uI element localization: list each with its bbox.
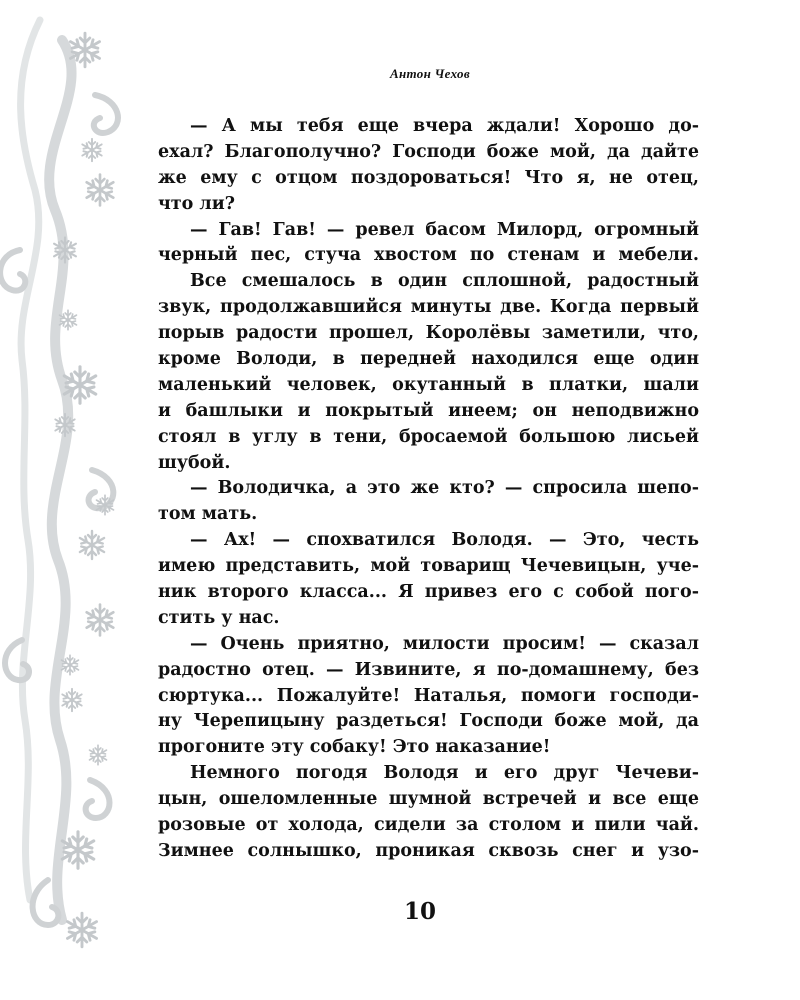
text-line: ник второго класса... Я привез его с собой пого- [158,582,699,603]
body-text [158,114,699,865]
text-line: — Гав! Гав! — ревел басом Милорд, огромный [190,219,699,240]
text-line: стить у нас. [158,607,280,628]
snowflake-border-ornament [0,0,150,1000]
text-line: радостно отец. — Извините, я по-домашнему, без [158,659,699,680]
text-line: — А мы тебя еще вчера ждали! Хорошо до- [190,116,699,136]
text-line: Все смешалось в один сплошной, радостный [190,271,699,292]
text-line: — Володичка, а это же кто? — спросила шепо- [190,478,699,499]
text-line: стоял в углу в тени, бросаемой большою лисьей [158,426,699,447]
text-line: ну Черепицыну раздеться! Господи боже мой, да [158,711,699,732]
text-line: маленький человек, окутанный в платки, шали [158,374,699,395]
text-line: розовые от холода, сидели за столом и пили чай. [158,815,699,836]
text-line: что ли? [158,193,235,214]
text-line: Немного погодя Володя и его друг Чечеви- [190,763,699,784]
text-line: ехал? Благополучно? Господи боже мой, да дайте [158,141,699,162]
page-number: 10 [403,898,436,925]
text-line: Зимнее солнышко, проникая сквозь снег и узо- [158,840,699,861]
text-line: сюртука... Пожалуйте! Наталья, помоги господи- [158,685,699,706]
text-line: — Очень приятно, милости просим! — сказал [190,633,699,654]
text-line: звук, продолжавшийся минуты две. Когда первый [158,297,699,318]
text-line: черный пес, стуча хвостом по стенам и мебели. [158,245,699,266]
text-line: порыв радости прошел, Королёвы заметили, что, [158,323,699,344]
text-line: том мать. [158,504,258,525]
text-line: и башлыки и покрытый инеем; он неподвижно [158,400,699,421]
text-line: шубой. [158,452,231,473]
text-line: — Ах! — спохватился Володя. — Это, честь [190,530,699,551]
text-line: прогоните эту собаку! Это наказание! [158,737,551,758]
text-line: имею представить, мой товарищ Чечевицын, уче- [158,556,699,577]
text-line: кроме Володи, в передней находился еще один [158,349,699,370]
running-header-author: Антон Чехов [390,66,470,81]
text-line: же ему с отцом поздороваться! Что я, не отец, [158,167,699,188]
text-line: цын, ошеломленные шумной встречей и все еще [158,789,699,810]
